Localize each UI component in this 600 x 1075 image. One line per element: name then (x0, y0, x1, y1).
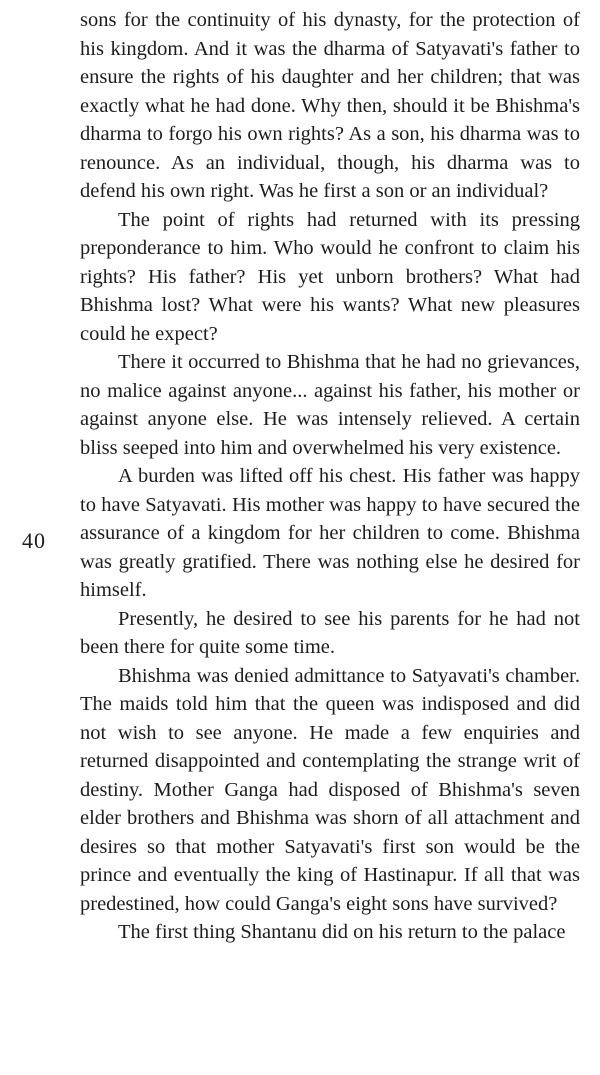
paragraph-continuation: sons for the continuity of his dynasty, for the protection of his kingdom. And it was the dharma of Satyavati's father to ensure the rights of his daughter and her children; that was exactly what he had done. Why then, should it be Bhishma's dharma to forgo his own rights? As a son, his dharma was to renounce. As an individual, though, his dharma was to defend his own right. Was he first a son or an individual? (80, 9, 580, 202)
paragraph-denied-admittance: Bhishma was denied admittance to Satyavati's chamber. The maids told him that the queen was indisposed and did not wish to see anyone. He made a few enquiries and returned disappointed and contemplating the strange writ of destiny. Mother Ganga had disposed of Bhishma's seven elder brothers and Bhishma was shorn of all attachment and desires so that mother Satyavati's first son would be the prince and eventually the king of Hastinapur. If all that was predestined, how could Ganga's eight sons have survived? (80, 664, 580, 915)
paragraph-see-parents: Presently, he desired to see his parents for he had not been there for quite some time. (80, 607, 580, 658)
paragraph-no-grievances: There it occurred to Bhishma that he had no grievances, no malice against anyone... against his father, his mother or against anyone else. He was intensely relieved. A certain bliss seeped into him and overwhelmed his very existence. (80, 351, 580, 459)
paragraph-burden-lifted: A burden was lifted off his chest. His father was happy to have Satyavati. His mother was happy to have secured the assurance of a kingdom for her children to come. Bhishma was greatly gratified. There was nothing else he desired for himself. (80, 465, 580, 601)
paragraph-rights: The point of rights had returned with its pressing preponderance to him. Who would he confront to claim his rights? His father? His yet unborn brothers? What had Bhishma lost? What were his wants? What new pleasures could he expect? (80, 208, 580, 345)
paragraph-shantanu-return: The first thing Shantanu did on his return to the palace (118, 921, 566, 943)
body-text (80, 6, 580, 947)
page-number: 40 (22, 528, 46, 553)
